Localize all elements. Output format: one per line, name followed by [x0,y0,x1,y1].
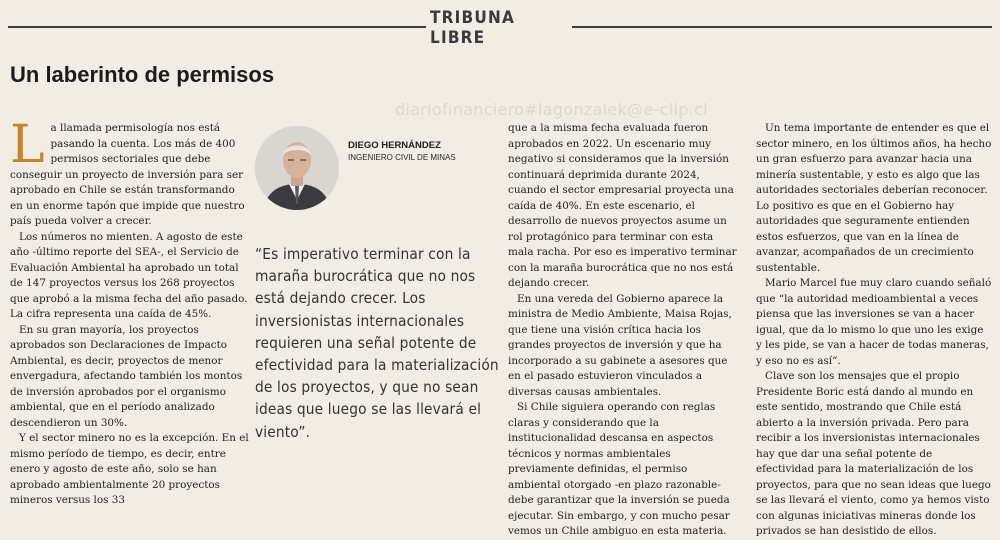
author-byline [348,140,488,163]
paragraph: a llamada permisología nos está pasando la cuenta. Los más de 400 permisos sectoriales que debe conseguir un proyecto de inversión para ser aprobado en Chile se están transformando en un enorme tapón que impide que nuestro país pueda volver a crecer. [10,122,245,227]
author-photo [255,126,339,210]
paragraph: que a la misma fecha evaluada fueron aprobados en 2022. Un escenario muy negativo si consideramos que la inversión continuará deprimida durante 2024, cuando el sector empresarial proyecta una caída de 40%. En este escenario, el desarrollo de nuevos proyectos asume un rol protagónico para terminar con esta mala racha. Por eso es imperativo terminar con la maraña burocrática que no nos está dejando crecer. [508,122,737,289]
paragraph: Si Chile siguiera operando con reglas claras y considerando que la institucionalidad descansa en aspectos técnicos y normas ambientales previamente definidas, el permiso ambiental otorgado -en plazo razonable- debe garantizar que la inversión se pueda ejecutar. Sin embargo, y con mucho pesar vemos un Chile ambiguo en esta materia. [508,401,730,537]
author-role: INGENIERO CIVIL DE MINAS [348,153,456,162]
drop-cap: L [10,115,45,175]
article-headline: Un laberinto de permisos [10,62,275,87]
paragraph: En su gran mayoría, los proyectos aprobados son Declaraciones de Impacto Ambiental, es decir, proyectos de menor envergadura, afectando también los montos de inversión aprobados por el organismo ambiental, que en el período analizado descendieron un 30%. [10,323,243,429]
paragraph: Clave son los mensajes que el propio Presidente Boric está dando al mundo en este sentido, mostrando que Chile está abierto a la inversión privada. Pero para recibir a los inversionistas internacionales hay que dar una señal potente de efectividad para la materialización de los proyectos, para que no sean ideas que luego se las llevará el viento, como ya hemos visto con algunas iniciativas mineras donde los privados se han desistido de ellos. [756,370,991,537]
paragraph: Los números no mienten. A agosto de este año -último reporte del SEA-, el Servicio de Evaluación Ambiental ha aprobado un total de 147 proyectos versus los 268 proyectos que aprobó a la misma fecha del año pasado. La cifra representa una caída de 45%. [10,230,248,320]
header-rule-right [572,26,992,28]
article-column-1 [10,115,250,509]
article-column-3 [508,121,740,540]
pull-quote: “Es imperativo terminar con la maraña burocrática que no nos está dejando crecer. Los inversionistas internacionales requieren una señal potente de efectividad para la materialización de los proyectos, y que no sean ideas que luego se las llevará el viento”. [255,245,499,441]
paragraph: Mario Marcel fue muy claro cuando señaló que “la autoridad medioambiental a veces piensa que las inversiones se van a hacer igual, que da lo mismo lo que uno les exige y les pide, se van a hacer de todas maneras, y eso no es así”. [756,277,992,367]
clipping-watermark: diariofinanciero#lagonzalek@e-clip.cl [395,100,708,119]
section-label: TRIBUNA LIBRE [430,8,516,48]
author-portrait-icon [255,126,339,210]
paragraph: Y el sector minero no es la excepción. En el mismo período de tiempo, es decir, entre enero y agosto de este año, solo se han aprobado ambientalmente 20 proyectos mineros versus los 33 [10,432,249,506]
author-name: DIEGO HERNÁNDEZ [348,140,441,151]
paragraph: Un tema importante de entender es que el sector minero, en los últimos años, ha hecho un gran esfuerzo para avanzar hacia una minería sustentable, y esto es algo que las autoridades sectoriales deberían reconocer. Lo positivo es que en el Gobierno hay autoridades que seguramente entienden estos esfuerzos, que van en la línea de avanzar, acompañados de un crecimiento sustentable. [756,122,992,274]
header-rule-left [8,26,426,28]
paragraph: En una vereda del Gobierno aparece la ministra de Medio Ambiente, Maisa Rojas, que tiene una visión crítica hacia los grandes proyectos de inversión y que ha incorporado a su gabinete a asesores que en el pasado estuvieron vinculados a diversas causas ambientales. [508,292,732,398]
article-column-4 [756,121,992,540]
